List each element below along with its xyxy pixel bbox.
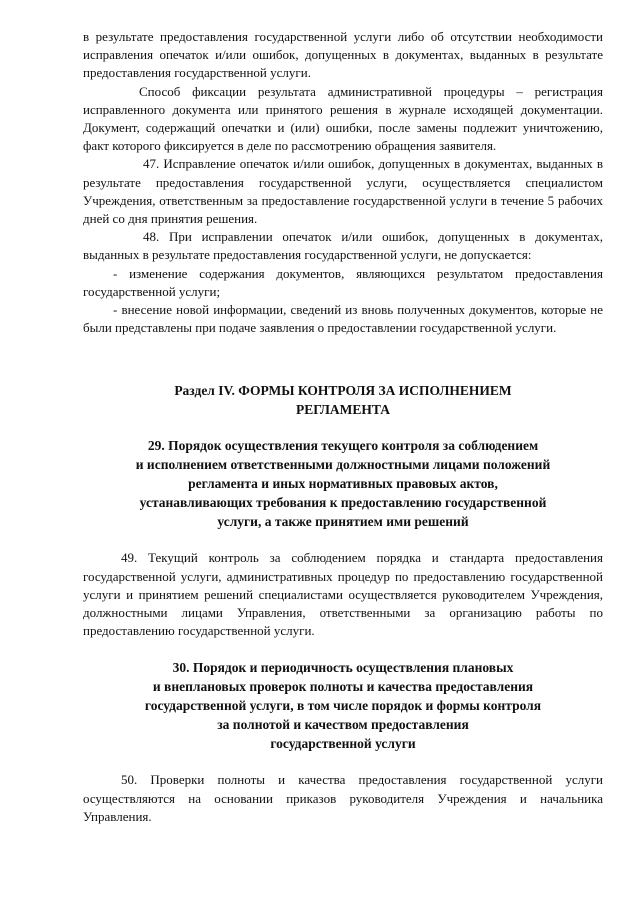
- heading-line: и исполнением ответственными должностными лицами положений: [135, 457, 551, 473]
- heading-line: услуги, а также принятием ими решений: [217, 514, 469, 530]
- heading-line: устанавливающих требования к предоставлению государственной: [139, 495, 547, 511]
- paragraph-fixation-method: Способ фиксации результата административной процедуры – регистрация исправленного документа или принятого решения в журнале исходящей документации. Документ, содержащий опечатки и (или) ошибки, после замены подлежит уничтожению, факт которого фиксируется в деле по рассмотрению обращения заявителя.: [83, 83, 603, 154]
- document-page: [83, 28, 603, 826]
- list-item-change-content: - изменение содержания документов, являющихся результатом предоставления государственной услуги;: [83, 265, 603, 299]
- heading-line: регламента и иных нормативных правовых актов,: [188, 476, 498, 492]
- list-item-new-information: - внесение новой информации, сведений из вновь полученных документов, которые не были представлены при подаче заявления о предоставлении государственной услуги.: [83, 302, 603, 336]
- heading-29: [83, 436, 603, 531]
- heading-30: [83, 658, 603, 753]
- heading-line: и внеплановых проверок полноты и качества предоставления: [152, 679, 534, 695]
- heading-line: за полнотой и качеством предоставления: [217, 717, 469, 733]
- heading-line: 30. Порядок и периодичность осуществления плановых: [172, 660, 514, 676]
- paragraph-48: 48. При исправлении опечаток и/или ошибок, допущенных в документах, выданных в результате предоставления государственной услуги, не допускается:: [83, 229, 603, 263]
- section-title-line: РЕГЛАМЕНТА: [296, 402, 390, 418]
- heading-line: государственной услуги: [270, 736, 416, 752]
- paragraph-continuation: в результате предоставления государственной услуги либо об отсутствии необходимости исправления опечаток и/или ошибок, допущенных в документах, выданных в результате предоставления государственной услуги.: [83, 29, 603, 81]
- heading-line: 29. Порядок осуществления текущего контроля за соблюдением: [147, 438, 539, 454]
- paragraph-47: 47. Исправление опечаток и/или ошибок, допущенных в документах, выданных в результате предоставления государственной услуги, осуществляется специалистом Учреждения, ответственным за предоставление государственной услуги в течение 5 рабочих дней со дня принятия решения.: [83, 156, 603, 227]
- section-iv-title: [83, 381, 603, 419]
- heading-line: государственной услуги, в том числе порядок и формы контроля: [144, 698, 542, 714]
- paragraph-50: 50. Проверки полноты и качества предоставления государственной услуги осуществляются на основании приказов руководителя Учреждения и начальника Управления.: [83, 772, 603, 824]
- paragraph-49: 49. Текущий контроль за соблюдением порядка и стандарта предоставления государственной услуги, административных процедур по предоставлению государственной услуги и принятием решений специалистами осуществляется руководителем Учреждения, должностными лицами Управления, ответственными за организацию работы по предоставлению государственной услуги.: [83, 550, 603, 639]
- section-title-line: Раздел IV. ФОРМЫ КОНТРОЛЯ ЗА ИСПОЛНЕНИЕМ: [174, 383, 512, 399]
